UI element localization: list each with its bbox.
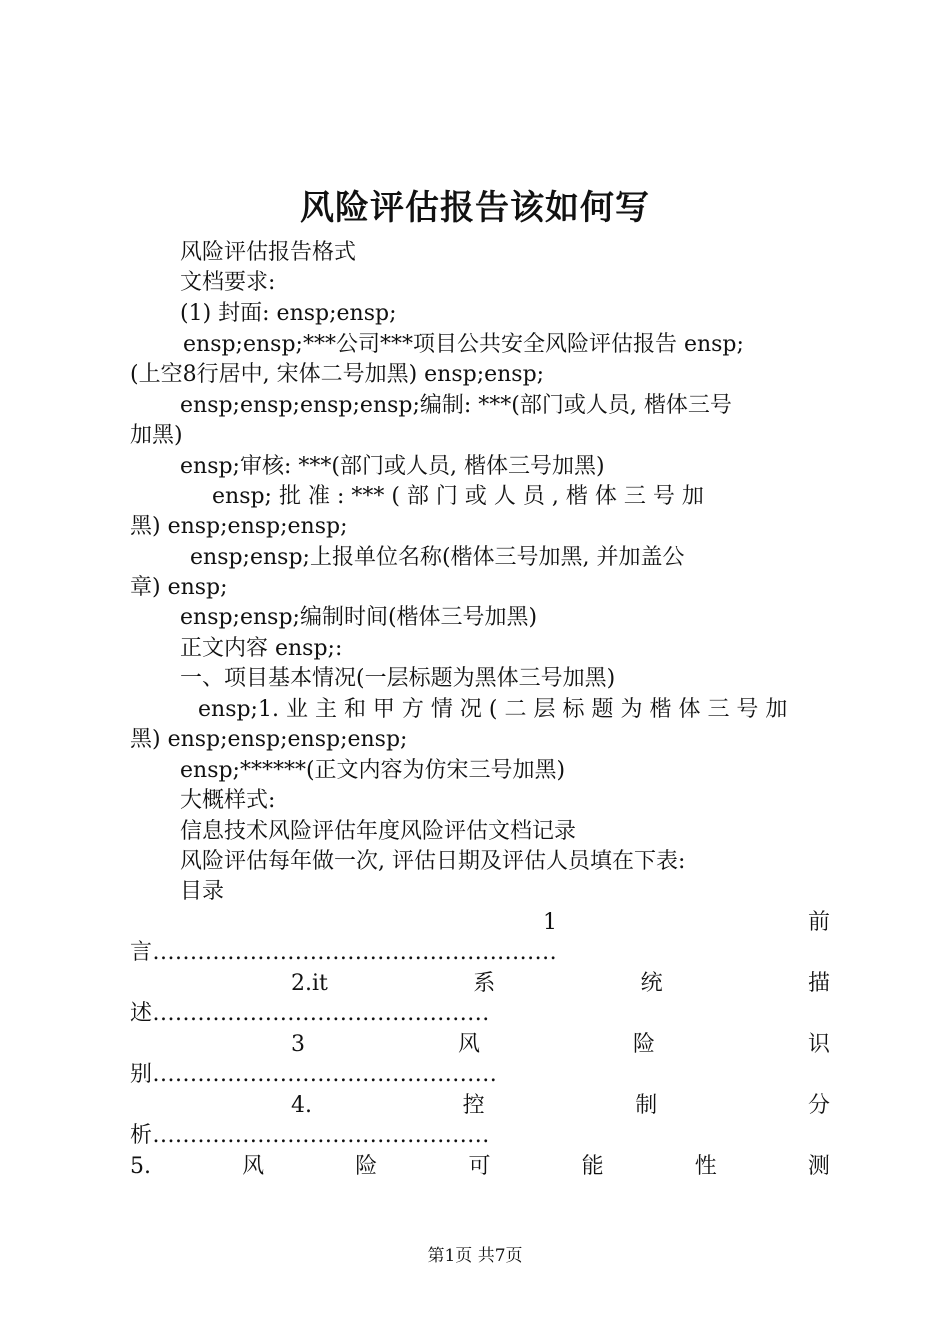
toc-token: 2.it [291,971,328,996]
paragraph: ensp;ensp;ensp;ensp;编制: ***(部门或人员, 楷体三号 [180,393,732,418]
paragraph: 一、项目基本情况(一层标题为黑体三号加黑) [180,666,616,691]
paragraph: ensp;1. 业 主 和 甲 方 情 况 ( 二 层 标 题 为 楷 体 三 号 加 [198,697,788,722]
toc-token: 识 [807,1032,830,1057]
paragraph: ensp; 批 准 : *** ( 部 门 或 人 员 , 楷 体 三 号 加 [212,484,704,509]
toc-token: 风 [242,1154,265,1179]
toc-entry-head [130,908,830,938]
paragraph: 目录 [180,879,225,904]
paragraph: 黑) ensp;ensp;ensp; [130,514,348,539]
document-title: 风险评估报告该如何写 [300,188,650,228]
page-footer: 第1页 共7页 [427,1246,523,1266]
paragraph: 文档要求: [180,270,276,295]
toc-entry-head [130,1152,830,1182]
toc-token: 分 [807,1093,830,1118]
toc-token: 统 [640,971,663,996]
toc-token: 风 [457,1032,480,1057]
paragraph: 信息技术风险评估年度风险评估文档记录 [180,819,577,844]
toc-token: 制 [635,1093,658,1118]
toc-token: 险 [632,1032,655,1057]
paragraph: ensp;ensp;编制时间(楷体三号加黑) [180,605,538,630]
paragraph: 章) ensp; [130,575,228,600]
paragraph: ensp;******(正文内容为仿宋三号加黑) [180,758,566,783]
paragraph: 黑) ensp;ensp;ensp;ensp; [130,727,408,752]
toc-token: 测 [807,1154,830,1179]
paragraph: 加黑) [130,423,183,448]
toc-entry-head [130,969,830,999]
toc-token: 描 [807,971,830,996]
toc-token: 能 [581,1154,604,1179]
toc-token: 1 [543,910,557,935]
toc-token: 4. [291,1093,312,1118]
paragraph: ensp;ensp;上报单位名称(楷体三号加黑, 并加盖公 [190,545,685,570]
paragraph: 风险评估每年做一次, 评估日期及评估人员填在下表: [180,849,686,874]
toc-entry-tail: 别.............................................. [130,1062,498,1087]
toc-token: 3 [291,1032,305,1057]
toc-token: 前 [807,910,830,935]
toc-entry-head [130,1030,830,1060]
paragraph: 正文内容 ensp;: [180,636,343,661]
toc-entry-tail: 言...................................................... [130,940,558,965]
toc-entry-tail: 述............................................. [130,1001,490,1026]
paragraph: ensp;审核: ***(部门或人员, 楷体三号加黑) [180,454,605,479]
paragraph: 风险评估报告格式 [180,240,357,265]
toc-token: 险 [355,1154,378,1179]
toc-token: 可 [468,1154,491,1179]
paragraph: (1) 封面: ensp;ensp; [180,301,397,326]
paragraph: (上空8行居中, 宋体二号加黑) ensp;ensp; [130,362,545,387]
toc-token: 性 [694,1154,717,1179]
toc-token: 系 [473,971,496,996]
toc-token: 控 [462,1093,485,1118]
toc-token: 5. [130,1154,151,1179]
toc-entry-head [130,1091,830,1121]
paragraph: 大概样式: [180,788,276,813]
toc-entry-tail: 析............................................. [130,1123,490,1148]
paragraph: ensp;ensp;***公司***项目公共安全风险评估报告 ensp; [183,332,744,357]
